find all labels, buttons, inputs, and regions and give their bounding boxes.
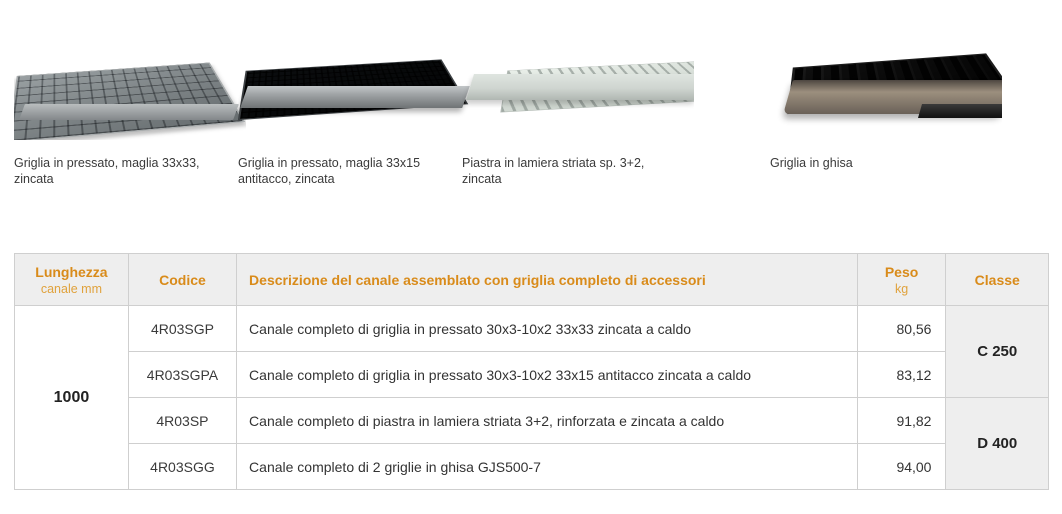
cell-description: Canale completo di griglia in pressato 30x3-10x2 33x33 zincata a caldo	[237, 306, 858, 352]
grating-mesh-graphic	[14, 62, 245, 140]
cell-weight: 83,12	[857, 352, 946, 398]
cell-weight: 94,00	[857, 444, 946, 490]
plate-side-graphic	[466, 74, 694, 100]
column-header-length	[15, 254, 129, 306]
column-header-length-unit: canale mm	[40, 281, 102, 296]
product-caption: Griglia in pressato, maglia 33x15 antitacco, zincata	[238, 156, 421, 186]
product-caption: Griglia in ghisa	[770, 156, 853, 170]
product-image-cast-iron-grating	[770, 0, 1002, 140]
product-image-checker-plate-3plus2	[462, 0, 694, 140]
product-checker-plate-3plus2	[462, 0, 694, 200]
column-header-weight-unit: kg	[894, 281, 909, 296]
product-cast-iron-grating	[770, 0, 1002, 200]
table-row	[15, 352, 1049, 398]
cell-description: Canale completo di griglia in pressato 30x3-10x2 33x15 antitacco zincata a caldo	[237, 352, 858, 398]
table-row	[15, 306, 1049, 352]
product-pressed-grating-33x15-antislip	[238, 0, 470, 200]
column-header-class: Classe	[946, 254, 1049, 306]
cell-code: 4R03SGP	[128, 306, 236, 352]
product-image-pressed-grating-33x33	[14, 0, 246, 140]
column-header-length-label: Lunghezza	[35, 263, 108, 280]
cell-weight: 91,82	[857, 398, 946, 444]
cast-iron-foot-graphic	[918, 104, 1002, 118]
table-row	[15, 444, 1049, 490]
grating-edge-graphic	[19, 104, 239, 120]
cell-class: C 250	[946, 306, 1049, 398]
specification-table	[14, 253, 1049, 490]
cell-code: 4R03SP	[128, 398, 236, 444]
product-caption: Griglia in pressato, maglia 33x33, zincata	[14, 156, 200, 186]
cell-code: 4R03SGPA	[128, 352, 236, 398]
product-image-pressed-grating-33x15-antislip	[238, 0, 470, 140]
grating-frame-graphic	[240, 86, 470, 108]
column-header-weight	[857, 254, 946, 306]
cell-code: 4R03SGG	[128, 444, 236, 490]
table-header-row	[15, 254, 1049, 306]
table-header	[15, 254, 1049, 306]
column-header-description: Descrizione del canale assemblato con griglia completo di accessori	[237, 254, 858, 306]
product-pressed-grating-33x33	[14, 0, 246, 200]
specification-table-container	[14, 253, 1049, 490]
table-body	[15, 306, 1049, 490]
cell-weight: 80,56	[857, 306, 946, 352]
column-header-weight-label: Peso	[884, 263, 919, 280]
cell-class: D 400	[946, 398, 1049, 490]
product-image-strip	[0, 0, 1062, 200]
table-row	[15, 398, 1049, 444]
cell-description: Canale completo di piastra in lamiera striata 3+2, rinforzata e zincata a caldo	[237, 398, 858, 444]
column-header-code: Codice	[128, 254, 236, 306]
product-caption: Piastra in lamiera striata sp. 3+2, zincata	[462, 156, 645, 186]
cell-description: Canale completo di 2 griglie in ghisa GJS500-7	[237, 444, 858, 490]
cell-length-value: 1000	[15, 306, 129, 490]
